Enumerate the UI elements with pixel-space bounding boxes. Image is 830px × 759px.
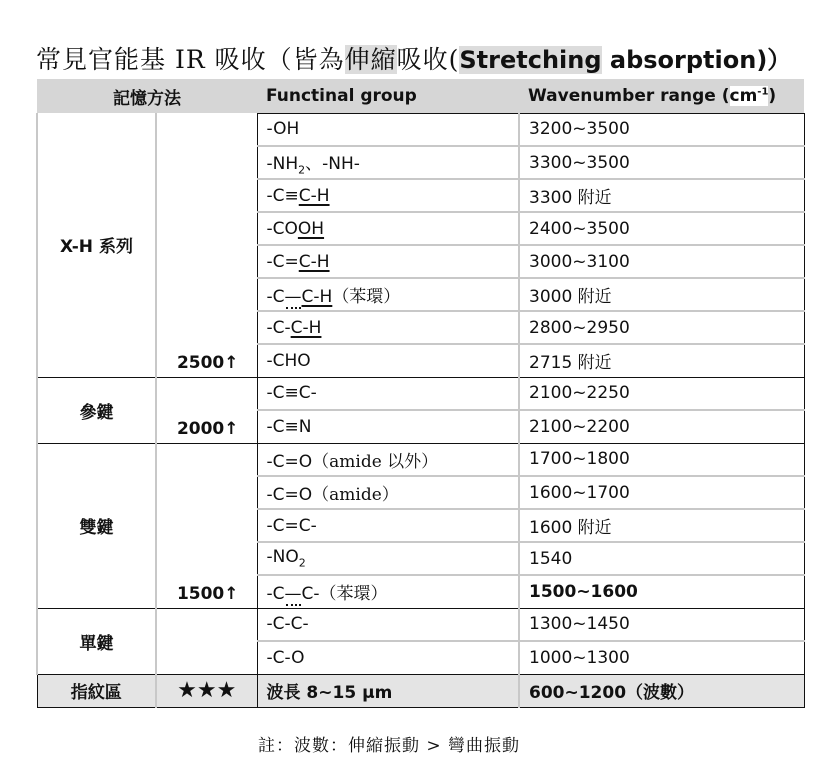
unit-exponent: -1 bbox=[757, 86, 769, 98]
wavenumber-cell: 1500~1600 bbox=[519, 575, 804, 608]
functional-group-cell bbox=[257, 476, 519, 509]
fg-underlined: C-H bbox=[298, 251, 330, 272]
title-text-absorb: 吸收( bbox=[396, 45, 460, 74]
header-wavenumber-label: Wavenumber range ( bbox=[528, 85, 730, 106]
table-header-row bbox=[37, 79, 804, 113]
title-text-absorption: absorption)） bbox=[601, 46, 792, 74]
unit-cm: cm bbox=[729, 85, 758, 106]
star-rating-icon: ★★★ bbox=[156, 674, 257, 707]
wn-approx: 附近 bbox=[572, 287, 612, 307]
title-highlight-stretching: Stretching bbox=[459, 46, 602, 74]
group-label-triple: 參鍵 bbox=[37, 377, 156, 443]
functional-group-cell: -C-O bbox=[257, 641, 519, 674]
functional-group-cell: -C=C- bbox=[257, 509, 519, 542]
functional-group-cell: -OH bbox=[257, 113, 519, 146]
functional-group-cell bbox=[257, 542, 519, 575]
aromatic-bond-icon: — bbox=[284, 287, 302, 307]
wn-approx: 附近 bbox=[572, 188, 612, 208]
fg-subscript: 2 bbox=[298, 556, 306, 570]
fg-text: -NO bbox=[266, 547, 299, 568]
functional-group-cell: -C≡N bbox=[257, 410, 519, 443]
functional-group-cell: -C-C- bbox=[257, 608, 519, 641]
fg-subscript: 2 bbox=[298, 163, 306, 177]
wavenumber-cell bbox=[519, 278, 804, 311]
fg-text: -C=O bbox=[266, 451, 313, 472]
wavenumber-cell: 1600~1700 bbox=[519, 476, 804, 509]
fg-text: -C bbox=[266, 584, 285, 605]
wavenumber-cell bbox=[519, 344, 804, 377]
fg-text: -CO bbox=[266, 218, 298, 239]
functional-group-cell bbox=[257, 146, 519, 179]
header-wavenumber-unit bbox=[730, 86, 769, 106]
group-label-xh: X-H 系列 bbox=[37, 113, 156, 377]
fg-text: -C- bbox=[266, 317, 291, 338]
fg-underlined: OH bbox=[297, 218, 325, 239]
title-highlight-stretch-cjk: 伸縮 bbox=[344, 45, 397, 74]
wn-approx: 附近 bbox=[572, 518, 612, 538]
fingerprint-row bbox=[37, 674, 804, 707]
fg-text: -NH bbox=[266, 153, 299, 174]
page-title bbox=[36, 40, 791, 76]
fg-text: 、-NH- bbox=[305, 153, 360, 174]
wn-number: 600~1200 bbox=[529, 683, 627, 703]
group-mark-triple: 2000↑ bbox=[156, 377, 257, 443]
group-mark-double: 1500↑ bbox=[156, 443, 257, 608]
fingerprint-wavenumber bbox=[519, 674, 804, 707]
functional-group-cell bbox=[257, 443, 519, 476]
wavenumber-cell: 2100~2250 bbox=[519, 377, 804, 410]
fg-text: -C≡ bbox=[266, 185, 299, 206]
aromatic-bond-icon: — bbox=[284, 584, 302, 605]
group-label-single: 單鍵 bbox=[37, 608, 156, 674]
header-paren: ) bbox=[768, 85, 777, 106]
functional-group-cell bbox=[257, 212, 519, 245]
wavenumber-cell: 2800~2950 bbox=[519, 311, 804, 344]
fg-text: C- bbox=[301, 584, 320, 605]
header-functional-group: Functinal group bbox=[257, 79, 519, 113]
wavenumber-cell: 1300~1450 bbox=[519, 608, 804, 641]
title-text: 常見官能基 IR 吸收（皆為 bbox=[36, 45, 345, 74]
functional-group-cell: -CHO bbox=[257, 344, 519, 377]
group-mark-single bbox=[156, 608, 257, 674]
wavenumber-cell: 2100~2200 bbox=[519, 410, 804, 443]
group-label-double: 雙鍵 bbox=[37, 443, 156, 608]
functional-group-cell: -C≡C- bbox=[257, 377, 519, 410]
ir-absorption-table bbox=[36, 79, 805, 708]
fg-note: （苯環） bbox=[332, 287, 401, 307]
fg-note: （amide 以外） bbox=[312, 451, 439, 472]
fg-underlined: C-H bbox=[301, 287, 333, 307]
fg-text: -C=O bbox=[266, 485, 313, 505]
wn-number: 2715 bbox=[529, 353, 573, 374]
fg-text: -C bbox=[266, 287, 285, 307]
functional-group-cell bbox=[257, 278, 519, 311]
functional-group-cell bbox=[257, 575, 519, 608]
wn-number: 1600 bbox=[529, 518, 573, 538]
wavenumber-cell: 1000~1300 bbox=[519, 641, 804, 674]
table-row bbox=[37, 377, 804, 410]
wn-number: 3300 bbox=[529, 188, 573, 208]
header-memo: 記憶方法 bbox=[37, 79, 257, 113]
wn-number: 3000 bbox=[529, 287, 573, 307]
fingerprint-label: 指紋區 bbox=[37, 674, 156, 707]
wn-approx: 附近 bbox=[572, 353, 612, 374]
wavenumber-cell bbox=[519, 179, 804, 212]
wavenumber-cell: 3000~3100 bbox=[519, 245, 804, 278]
fg-note: （amide） bbox=[312, 485, 399, 505]
fingerprint-wavelength: 波長 8~15 μm bbox=[257, 674, 519, 707]
fg-text: -C= bbox=[266, 251, 299, 272]
fg-underlined: C-H bbox=[290, 317, 322, 338]
table-row bbox=[37, 443, 804, 476]
functional-group-cell bbox=[257, 179, 519, 212]
wavenumber-cell: 1540 bbox=[519, 542, 804, 575]
header-wavenumber bbox=[519, 79, 804, 113]
table-row bbox=[37, 113, 804, 146]
table-row bbox=[37, 608, 804, 641]
fg-underlined: C-H bbox=[298, 185, 330, 206]
wavenumber-cell: 1700~1800 bbox=[519, 443, 804, 476]
wavenumber-cell bbox=[519, 509, 804, 542]
functional-group-cell bbox=[257, 311, 519, 344]
group-mark-xh: 2500↑ bbox=[156, 113, 257, 377]
footnote: 註：波數：伸縮振動 > 彎曲振動 bbox=[258, 736, 521, 756]
functional-group-cell bbox=[257, 245, 519, 278]
wavenumber-cell: 2400~3500 bbox=[519, 212, 804, 245]
fg-note: （苯環） bbox=[319, 584, 388, 605]
wavenumber-cell: 3300~3500 bbox=[519, 146, 804, 179]
wavenumber-cell: 3200~3500 bbox=[519, 113, 804, 146]
wn-note: （波數） bbox=[626, 683, 695, 703]
